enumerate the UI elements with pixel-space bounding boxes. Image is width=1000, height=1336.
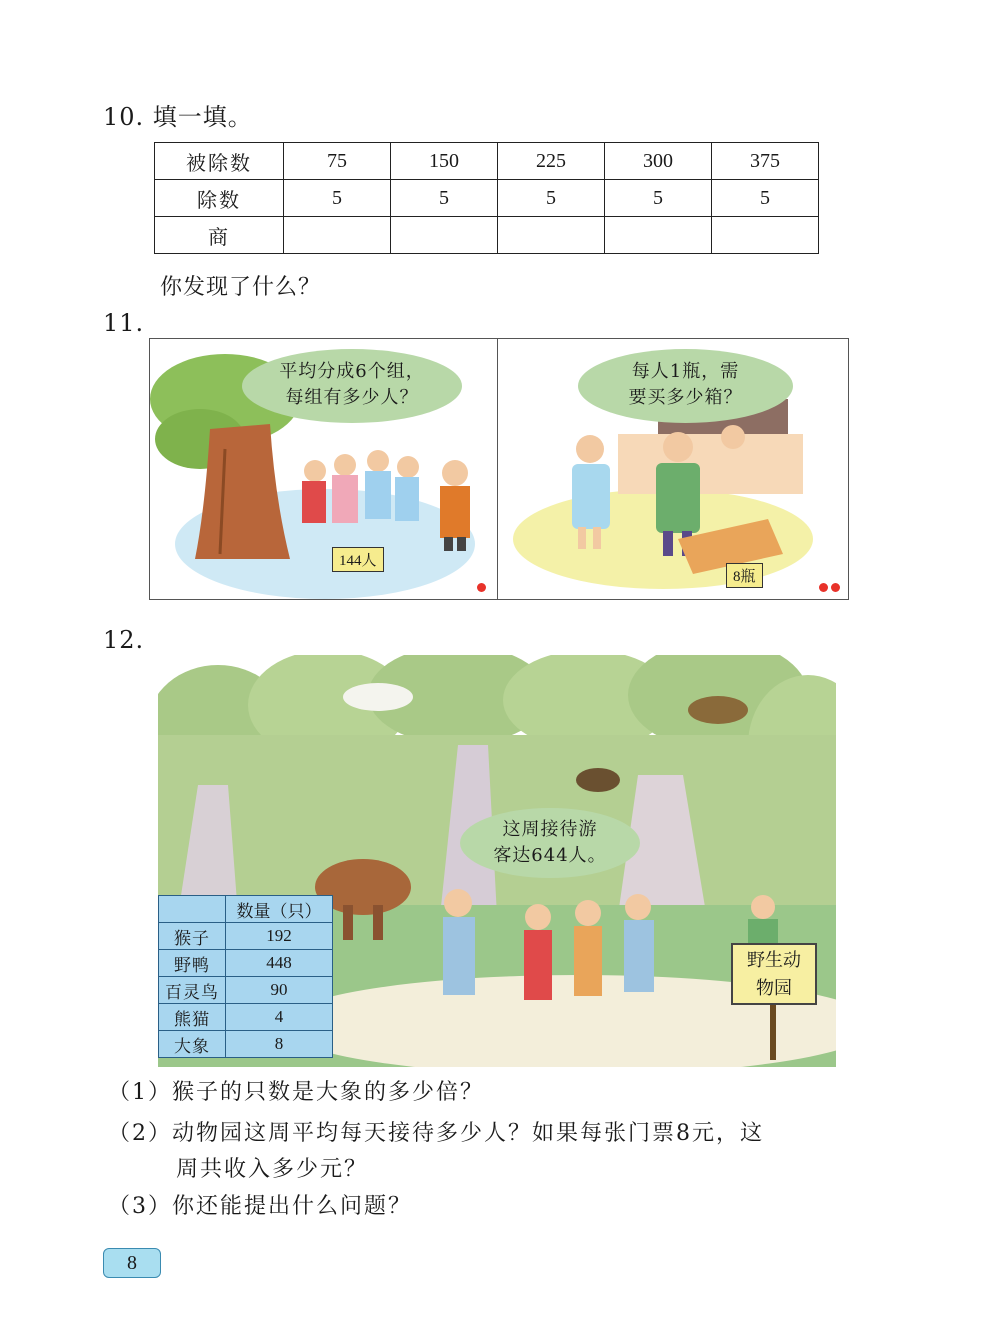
difficulty-dot: [819, 583, 828, 592]
speech-bubble: [242, 349, 462, 423]
column-header: 数量（只）: [226, 896, 333, 923]
bubble-line: 每组有多少人？: [285, 387, 419, 408]
table-row: [159, 977, 333, 1004]
animal-name: 百灵鸟: [159, 977, 226, 1004]
table-row: [159, 896, 333, 923]
speech-bubble: [460, 808, 640, 878]
sign-line: 物园: [756, 978, 792, 999]
bubble-line: 要买多少箱？: [628, 387, 743, 408]
bubble-line: 每人1瓶，需: [631, 361, 740, 382]
row-label: 被除数: [155, 143, 284, 180]
q11-right-panel: [497, 338, 849, 600]
cell: 225: [498, 143, 605, 180]
cell: 5: [284, 180, 391, 217]
speech-bubble: [578, 349, 793, 423]
animal-name: 大象: [159, 1031, 226, 1058]
table-row: [159, 923, 333, 950]
cell: 5: [605, 180, 712, 217]
sign-line: 野生动: [747, 950, 801, 971]
cell: 375: [712, 143, 819, 180]
animal-count: 448: [226, 950, 333, 977]
q10-title: 10. 填一填。: [103, 103, 253, 131]
table-row: [159, 1031, 333, 1058]
animal-count: 4: [226, 1004, 333, 1031]
zoo-sign: [731, 943, 817, 1005]
bubble-line: 平均分成6个组，: [279, 361, 425, 382]
table-row: [159, 950, 333, 977]
q11-left-panel: [149, 338, 498, 600]
q10-prompt: 你发现了什么？: [160, 275, 322, 300]
row-label: 商: [155, 217, 284, 254]
cell: 300: [605, 143, 712, 180]
division-table: [154, 142, 819, 254]
answer-cell[interactable]: [498, 217, 605, 254]
bottle-count-tag: 8瓶: [726, 563, 763, 588]
answer-cell[interactable]: [391, 217, 498, 254]
question-1: （1）猴子的只数是大象的多少倍？: [108, 1080, 484, 1105]
animal-name: 熊猫: [159, 1004, 226, 1031]
table-row: [155, 143, 819, 180]
animal-count: 8: [226, 1031, 333, 1058]
animal-count-table: [158, 895, 333, 1058]
question-2: （2）动物园这周平均每天接待多少人？如果每张门票8元，这: [108, 1121, 764, 1146]
bubble-line: 这周接待游: [502, 819, 598, 840]
table-row: [155, 180, 819, 217]
difficulty-dot: [477, 583, 486, 592]
row-label: 除数: [155, 180, 284, 217]
cell: 5: [712, 180, 819, 217]
page-number: 8: [103, 1248, 161, 1278]
cell: 150: [391, 143, 498, 180]
cell: 75: [284, 143, 391, 180]
question-2-continued: 周共收入多少元？: [176, 1157, 369, 1182]
answer-cell[interactable]: [284, 217, 391, 254]
table-row: [155, 217, 819, 254]
question-3: （3）你还能提出什么问题？: [108, 1194, 412, 1219]
bubble-line: 客达644人。: [493, 845, 607, 866]
cell: 5: [391, 180, 498, 217]
animal-name: 野鸭: [159, 950, 226, 977]
answer-cell[interactable]: [605, 217, 712, 254]
q11-number: 11.: [103, 309, 145, 337]
animal-count: 90: [226, 977, 333, 1004]
difficulty-dot: [831, 583, 840, 592]
answer-cell[interactable]: [712, 217, 819, 254]
table-row: [159, 1004, 333, 1031]
people-count-tag: 144人: [332, 547, 384, 572]
cell: 5: [498, 180, 605, 217]
animal-count: 192: [226, 923, 333, 950]
q12-number: 12.: [103, 626, 145, 654]
animal-name: 猴子: [159, 923, 226, 950]
